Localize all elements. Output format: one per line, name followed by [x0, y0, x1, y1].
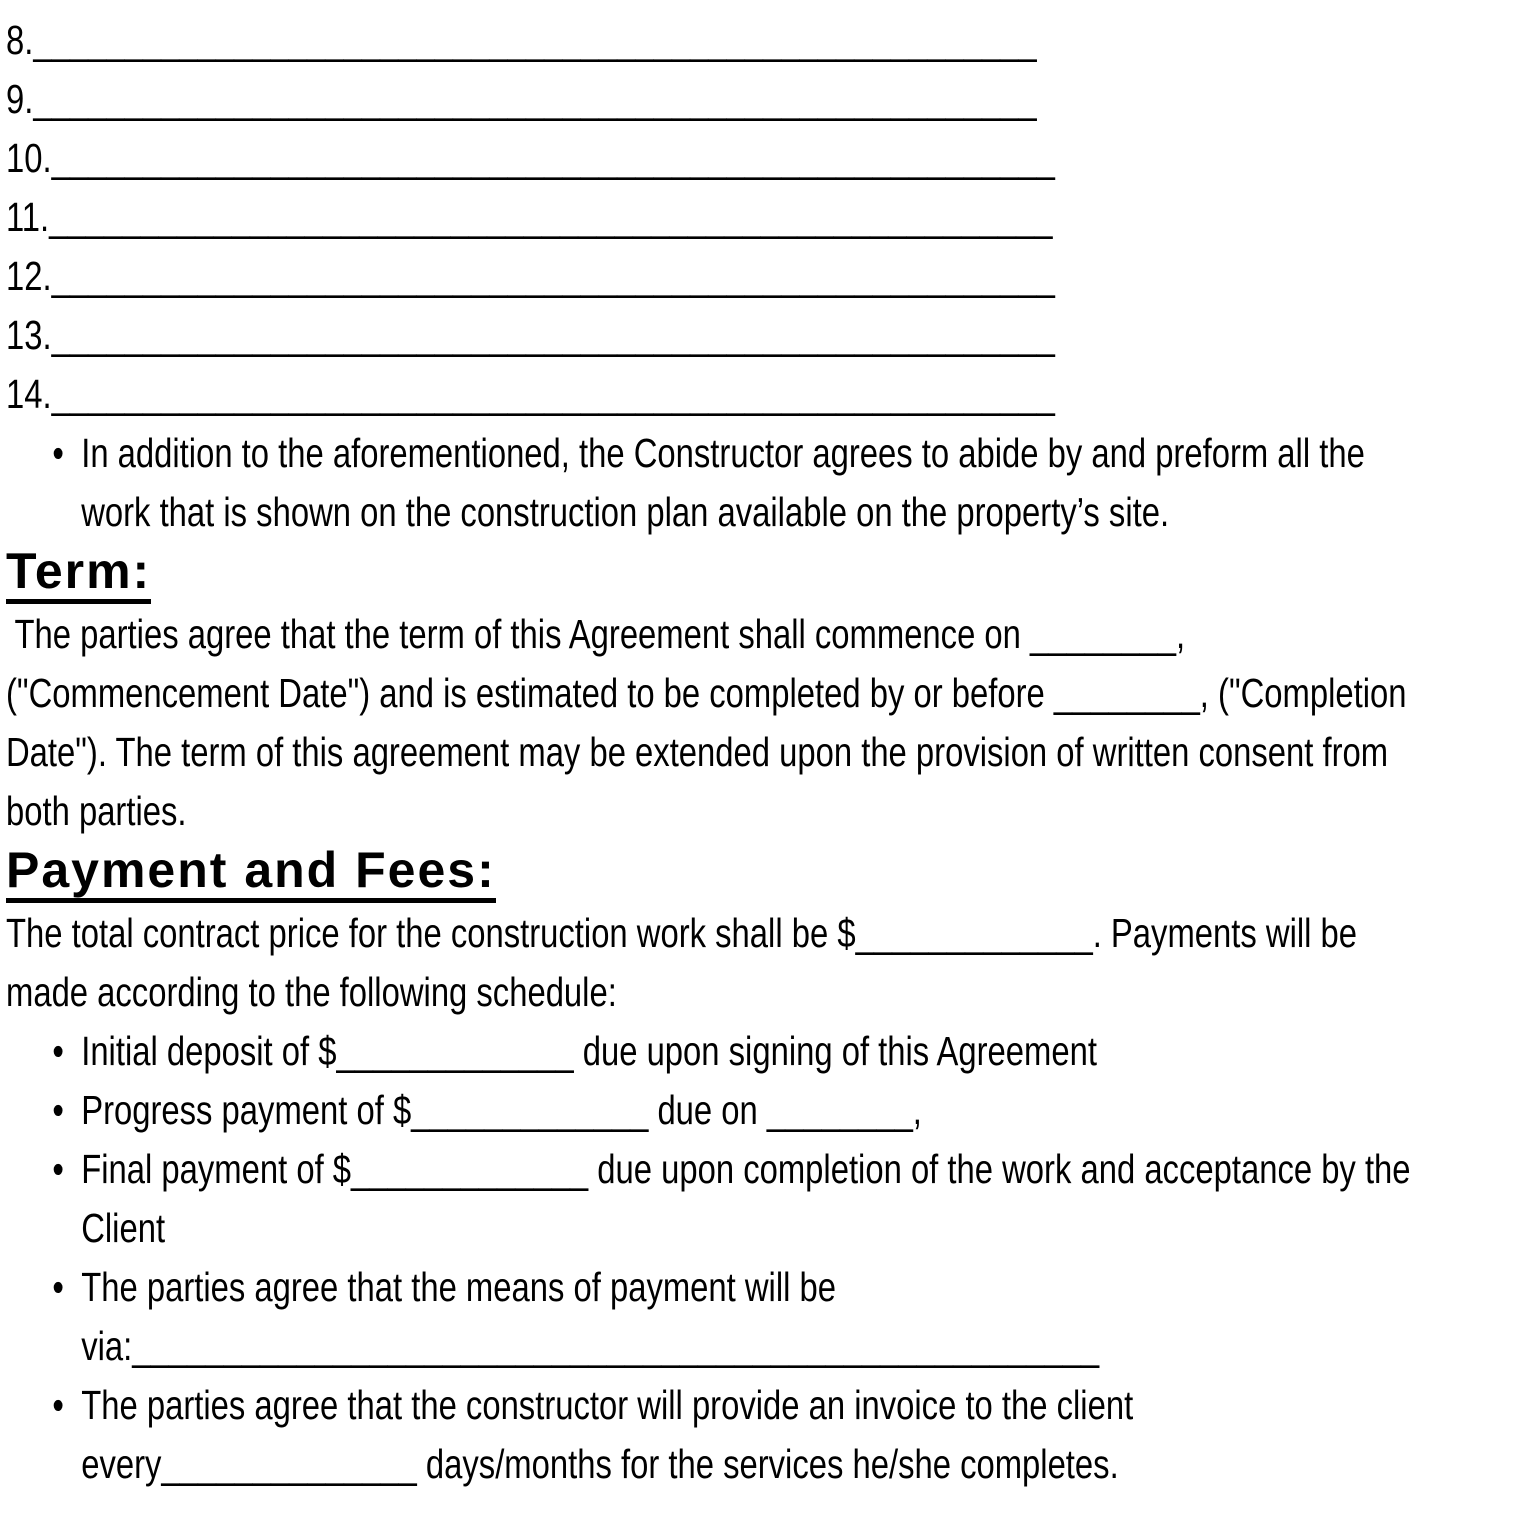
- section-heading-payment-and-fees: [6, 843, 1536, 903]
- item-number: 12.: [6, 253, 52, 299]
- payment-intro-line: [6, 904, 1358, 963]
- paragraph-text: ("Commencement Date") and is estimated to be completed by or before ________, ("Completion: [6, 670, 1407, 716]
- section-heading-text: Term:: [6, 544, 151, 604]
- numbered-blank-line-12: [6, 247, 1230, 306]
- section-heading-text: Payment and Fees:: [6, 843, 496, 903]
- bullet-icon: •: [52, 430, 64, 476]
- bullet-text: Client: [81, 1205, 166, 1251]
- payment-bullet-final-payment-continuation: [6, 1199, 1230, 1258]
- blank-line: _______________________________________________________: [51, 371, 1055, 417]
- item-number: 11.: [6, 194, 50, 240]
- numbered-blank-line-8: [6, 11, 1230, 70]
- bullet-text: Progress payment of $_____________ due on ________,: [81, 1087, 922, 1133]
- bullet-icon: •: [52, 1028, 64, 1074]
- paragraph-text: The total contract price for the construction work shall be $_____________. Payments will be: [6, 910, 1358, 956]
- term-paragraph-line: [6, 723, 1389, 782]
- bullet-text: The parties agree that the constructor will provide an invoice to the client: [81, 1382, 1134, 1428]
- payment-intro-line: [6, 963, 1230, 1022]
- numbered-blank-line-9: [6, 70, 1230, 129]
- item-number: 8.: [6, 17, 34, 63]
- term-paragraph-line: [6, 782, 1230, 841]
- blank-line: _______________________________________________________: [33, 76, 1037, 122]
- intro-bullet-item: [6, 424, 1365, 483]
- payment-bullet-means-of-payment: [6, 1258, 1230, 1317]
- bullet-text: work that is shown on the construction plan available on the property’s site.: [81, 489, 1170, 535]
- numbered-blank-line-11: [6, 188, 1230, 247]
- item-number: 13.: [6, 312, 52, 358]
- bullet-text: Initial deposit of $_____________ due upon signing of this Agreement: [81, 1028, 1097, 1074]
- item-number: 14.: [6, 371, 52, 417]
- numbered-blank-line-13: [6, 306, 1230, 365]
- payment-bullet-invoice: [6, 1376, 1230, 1435]
- numbered-blank-line-14: [6, 365, 1230, 424]
- paragraph-text: made according to the following schedule:: [6, 969, 617, 1015]
- blank-line: _______________________________________________________: [51, 312, 1055, 358]
- paragraph-text: Date"). The term of this agreement may be extended upon the provision of written consent from: [6, 729, 1389, 775]
- bullet-text: In addition to the aforementioned, the Constructor agrees to abide by and preform all the: [81, 430, 1365, 476]
- paragraph-text: The parties agree that the term of this Agreement shall commence on ________,: [6, 611, 1186, 657]
- payment-bullet-final-payment: [6, 1140, 1411, 1199]
- bullet-text: Final payment of $_____________ due upon completion of the work and acceptance by the: [81, 1146, 1411, 1192]
- blank-line: _______________________________________________________: [51, 253, 1055, 299]
- bullet-icon: •: [52, 1146, 64, 1192]
- bullet-text: via:_____________________________________________________: [81, 1323, 1100, 1369]
- paragraph-text: both parties.: [6, 788, 187, 834]
- item-number: 10.: [6, 135, 52, 181]
- term-paragraph-line: [6, 664, 1407, 723]
- bullet-text: The parties agree that the means of payment will be: [81, 1264, 837, 1310]
- section-heading-term: [6, 544, 1536, 604]
- numbered-blank-line-10: [6, 129, 1230, 188]
- bullet-icon: •: [52, 1264, 64, 1310]
- intro-bullet-item-continuation: [6, 483, 1230, 542]
- blank-line: _______________________________________________________: [51, 135, 1055, 181]
- payment-bullet-means-of-payment-continuation: [6, 1317, 1230, 1376]
- bullet-icon: •: [52, 1087, 64, 1133]
- payment-bullet-invoice-continuation: [6, 1435, 1230, 1494]
- bullet-icon: •: [52, 1382, 64, 1428]
- blank-line: _______________________________________________________: [49, 194, 1053, 240]
- payment-bullet-initial-deposit: [6, 1022, 1230, 1081]
- blank-line: _______________________________________________________: [33, 17, 1037, 63]
- item-number: 9.: [6, 76, 34, 122]
- payment-bullet-progress-payment: [6, 1081, 1230, 1140]
- bullet-text: every______________ days/months for the services he/she completes.: [81, 1441, 1119, 1487]
- term-paragraph-line: [6, 605, 1230, 664]
